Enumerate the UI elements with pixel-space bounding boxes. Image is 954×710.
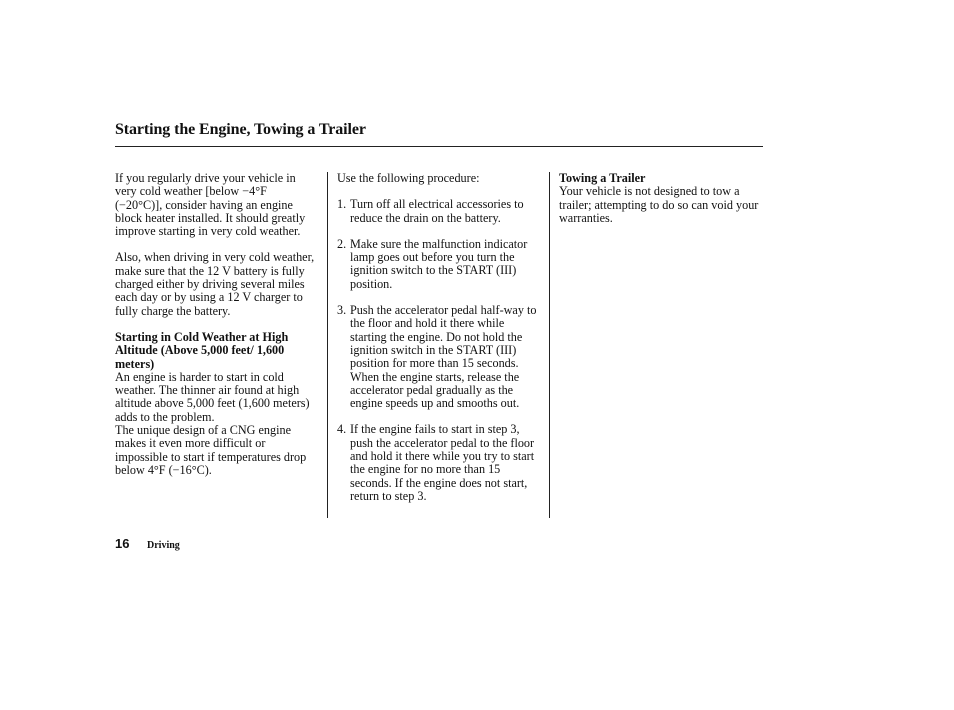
towing-heading: Towing a Trailer [559, 171, 646, 185]
step-number: 3. [337, 303, 347, 318]
column-left [115, 172, 317, 477]
procedure-step [337, 198, 543, 225]
column-divider-1 [327, 172, 328, 518]
cng-engine-paragraph: The unique design of a CNG engine makes it even more difficult or impossible to start if temperatures drop below 4°F (−16°C). [115, 423, 307, 477]
high-altitude-heading: Starting in Cold Weather at High Altitude (Above 5,000 feet/ 1,600 meters) [115, 329, 289, 371]
step-number: 4. [337, 422, 347, 437]
cold-weather-paragraph: If you regularly drive your vehicle in very cold weather [below −4°F (−20°C)], consider having an engine block heater installed. It should greatly improve starting in very cold weather. [115, 171, 306, 239]
procedure-step [337, 423, 543, 503]
procedure-step [337, 304, 543, 410]
title-rule [115, 146, 763, 147]
step-text: Make sure the malfunction indicator lamp goes out before you turn the ignition switch to the START (III) position. [350, 236, 528, 291]
column-middle [337, 172, 543, 503]
procedure-intro: Use the following procedure: [337, 171, 480, 185]
step-text: Push the accelerator pedal half-way to the floor and hold it there while starting the engine. Do not hold the ignition switch in the START (III) position for more than 15 seconds. When the engine starts, release the accelerator pedal gradually as the engine speeds up and smooths out. [350, 303, 537, 411]
procedure-step [337, 238, 543, 291]
battery-paragraph: Also, when driving in very cold weather, make sure that the 12 V battery is fully charged either by driving several miles each day or by using a 12 V charger to fully charge the battery. [115, 250, 315, 318]
high-altitude-paragraph: An engine is harder to start in cold weather. The thinner air found at high altitude above 5,000 feet (1,600 meters) adds to the problem. [115, 369, 310, 424]
column-right [559, 172, 764, 225]
page-title: Starting the Engine, Towing a Trailer [115, 121, 366, 138]
step-number: 1. [337, 197, 347, 212]
towing-paragraph: Your vehicle is not designed to tow a trailer; attempting to do so can void your warranties. [559, 184, 759, 225]
step-text: Turn off all electrical accessories to reduce the drain on the battery. [350, 197, 524, 225]
section-label: Driving [147, 540, 180, 551]
step-text: If the engine fails to start in step 3, push the accelerator pedal to the floor and hold it there while you try to start the engine for no more than 15 seconds. If the engine does not start, return to step 3. [350, 422, 535, 503]
step-number: 2. [337, 236, 347, 251]
page-number: 16 [115, 536, 130, 551]
column-divider-2 [549, 172, 550, 518]
